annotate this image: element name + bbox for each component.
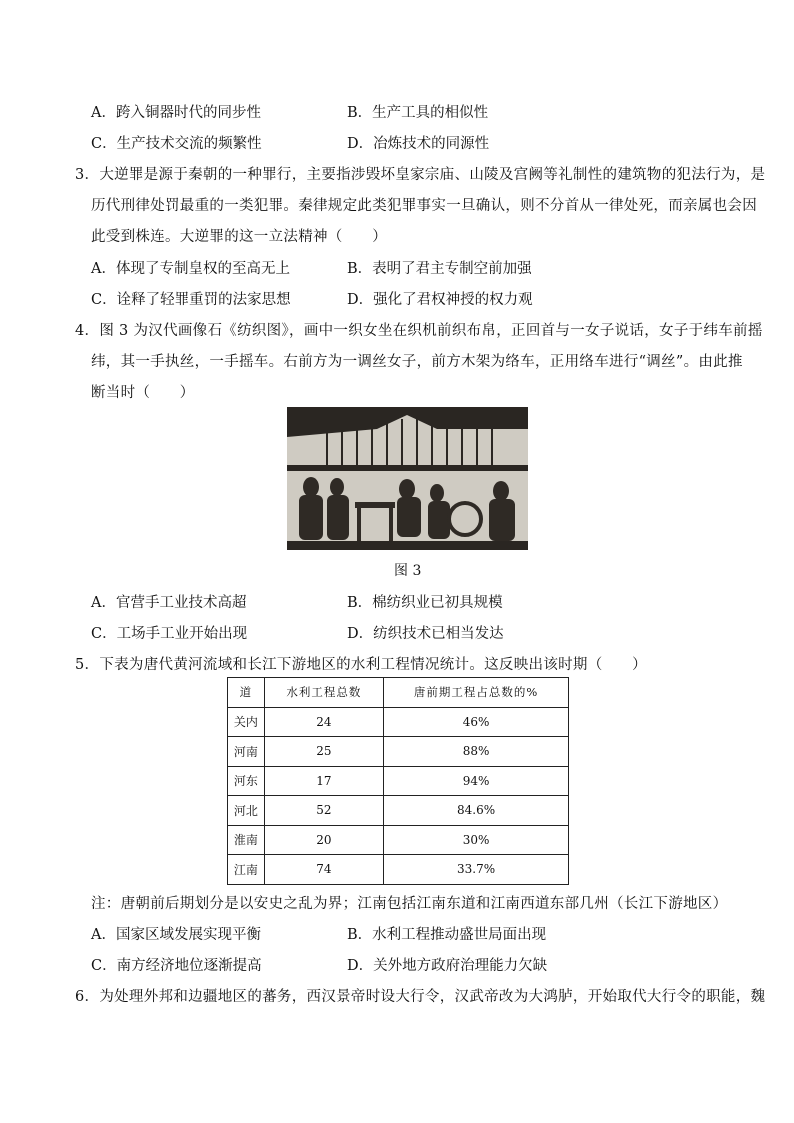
table-cell: 88% <box>384 737 569 767</box>
table-row <box>228 825 569 855</box>
q4-option-d[interactable]: D．纺织技术已相当发达 <box>347 626 504 642</box>
table-cell: 17 <box>264 766 383 796</box>
table-cell: 46% <box>384 707 569 737</box>
q5-stem: 5．下表为唐代黄河流域和长江下游地区的水利工程情况统计。这反映出该时期（ ） <box>75 657 647 673</box>
table-row <box>228 737 569 767</box>
table-cell: 33.7% <box>384 855 569 885</box>
table-row <box>228 855 569 885</box>
table-cell: 84.6% <box>384 796 569 826</box>
q4-option-c[interactable]: C．工场手工业开始出现 <box>91 626 248 642</box>
table-header-cell: 道 <box>228 678 265 708</box>
table-header-cell: 唐前期工程占总数的% <box>384 678 569 708</box>
q3-option-b[interactable]: B．表明了君主专制空前加强 <box>347 261 532 277</box>
q2-option-c[interactable]: C．生产技术交流的频繁性 <box>91 136 262 152</box>
q3-option-d[interactable]: D．强化了君权神授的权力观 <box>347 292 533 308</box>
q5-table-note: 注：唐朝前后期划分是以安史之乱为界；江南包括江南东道和江南西道东部几州（长江下游地区） <box>91 896 728 912</box>
irrigation-table <box>227 677 569 885</box>
q5-option-a[interactable]: A．国家区域发展实现平衡 <box>91 927 261 943</box>
q5-option-c[interactable]: C．南方经济地位逐渐提高 <box>91 958 262 974</box>
table-cell: 关内 <box>228 707 265 737</box>
q2-option-a[interactable]: A．跨入铜器时代的同步性 <box>91 105 261 121</box>
table-cell: 河北 <box>228 796 265 826</box>
table-row <box>228 707 569 737</box>
table-cell: 25 <box>264 737 383 767</box>
q3-option-c[interactable]: C．诠释了轻罪重罚的法家思想 <box>91 292 291 308</box>
q6-stem-line-1: 6．为处理外邦和边疆地区的蕃务，西汉景帝时设大行令，汉武帝改为大鸿胪，开始取代大行令的职能，魏 <box>75 989 766 1005</box>
table-cell: 24 <box>264 707 383 737</box>
table-cell: 河东 <box>228 766 265 796</box>
table-cell: 20 <box>264 825 383 855</box>
table-row <box>228 766 569 796</box>
q2-option-d[interactable]: D．冶炼技术的同源性 <box>347 136 490 152</box>
table-cell: 江南 <box>228 855 265 885</box>
q4-stem-line-2: 纬，其一手执丝，一手摇车。右前方为一调丝女子，前方木架为络车，正用络车进行“调丝”。由此推 <box>91 354 743 370</box>
q4-option-a[interactable]: A．官营手工业技术高超 <box>91 595 247 611</box>
table-cell: 52 <box>264 796 383 826</box>
q2-option-b[interactable]: B．生产工具的相似性 <box>347 105 489 121</box>
q3-stem-line-1: 3．大逆罪是源于秦朝的一种罪行，主要指涉毁坏皇家宗庙、山陵及宫阙等礼制性的建筑物的犯法行为，是 <box>75 167 766 183</box>
q4-option-b[interactable]: B．棉纺织业已初具规模 <box>347 595 503 611</box>
table-header-cell: 水利工程总数 <box>264 678 383 708</box>
q4-stem-line-1: 4．图 3 为汉代画像石《纺织图》，画中一织女坐在织机前织布帛，正回首与一女子说话，女子于纬车前摇 <box>75 323 763 339</box>
q4-stem-line-3: 断当时（ ） <box>91 385 195 401</box>
weaving-relief-image <box>287 407 528 550</box>
weaving-relief-illustration <box>287 407 528 550</box>
table-cell: 30% <box>384 825 569 855</box>
q5-option-b[interactable]: B．水利工程推动盛世局面出现 <box>347 927 547 943</box>
table-cell: 淮南 <box>228 825 265 855</box>
q3-stem-line-2: 历代刑律处罚最重的一类犯罪。秦律规定此类犯罪事实一旦确认，则不分首从一律处死，而亲属也会因 <box>91 198 757 214</box>
q3-option-a[interactable]: A．体现了专制皇权的至高无上 <box>91 261 290 277</box>
q3-stem-line-3: 此受到株连。大逆罪的这一立法精神（ ） <box>91 229 387 245</box>
table-header-row <box>228 678 569 708</box>
table-cell: 河南 <box>228 737 265 767</box>
q5-option-d[interactable]: D．关外地方政府治理能力欠缺 <box>347 958 548 974</box>
table-cell: 74 <box>264 855 383 885</box>
figure-caption: 图 3 <box>394 563 422 579</box>
table-cell: 94% <box>384 766 569 796</box>
table-row <box>228 796 569 826</box>
